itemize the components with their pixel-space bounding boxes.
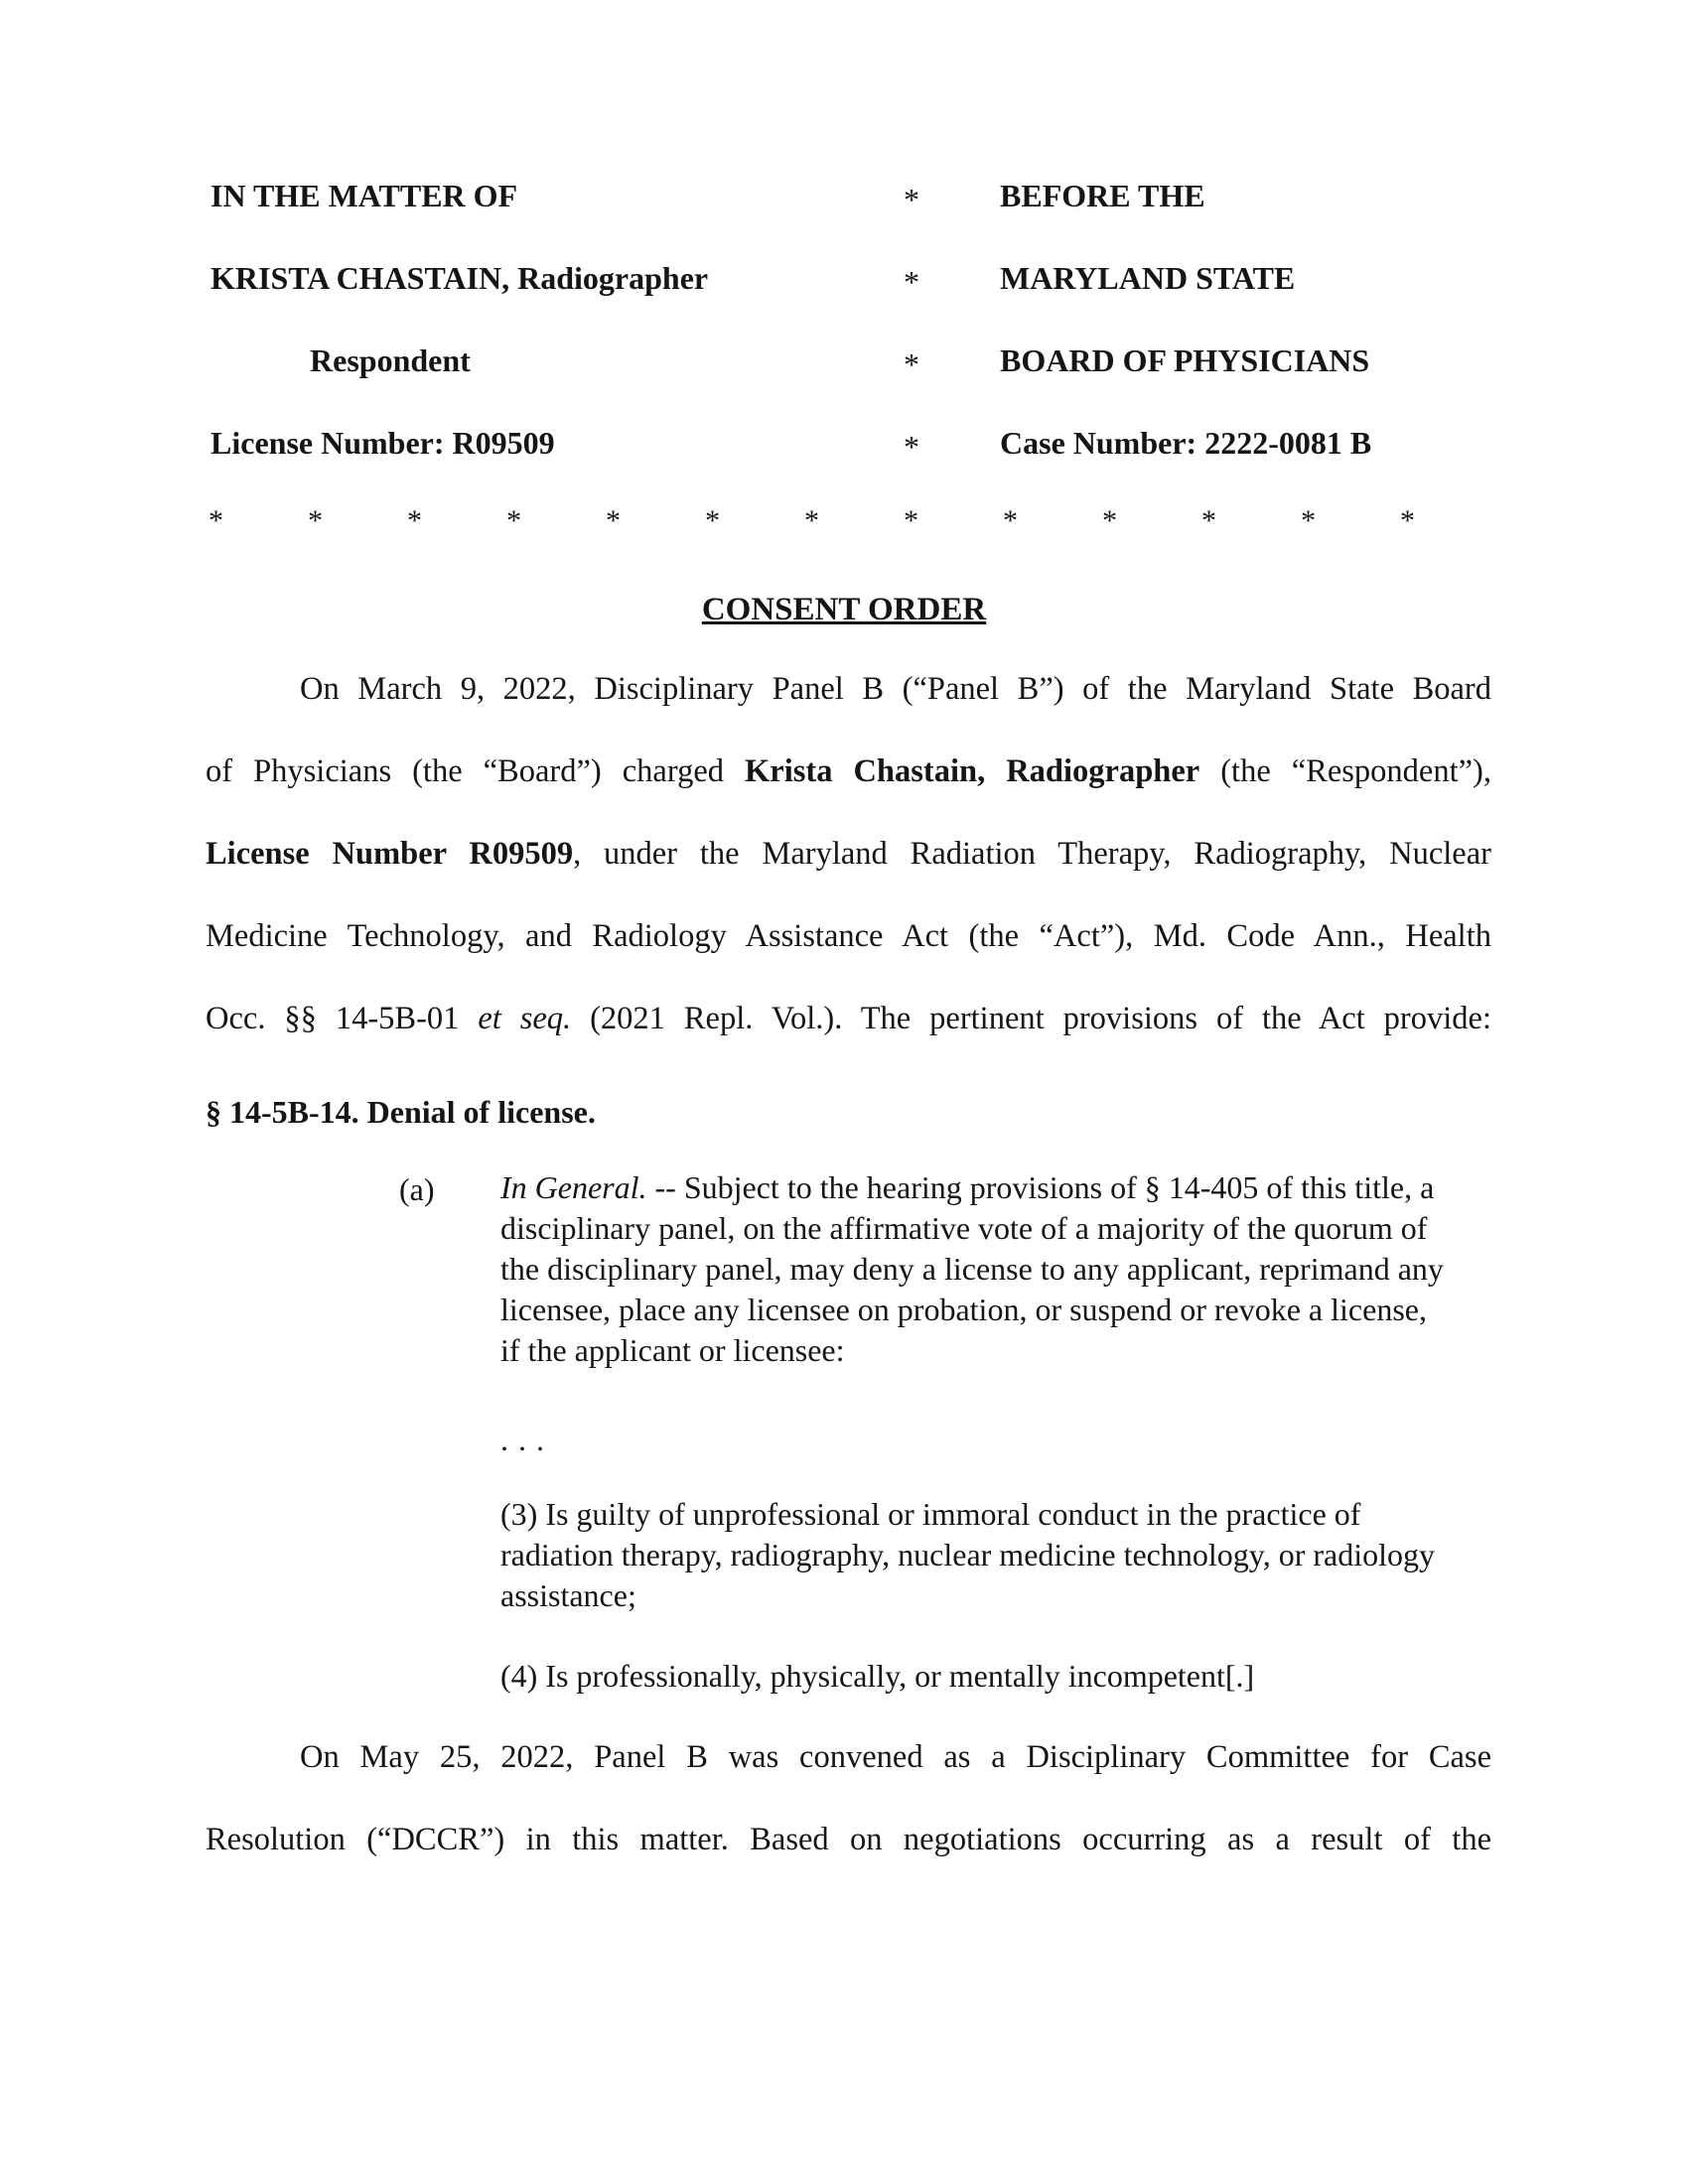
divider-star: * [705, 504, 720, 537]
divider-star: * [1301, 504, 1316, 537]
caption-separator: * [904, 182, 919, 217]
subsection-label: (a) [399, 1171, 435, 1207]
intro-line-2 [206, 751, 1491, 791]
et-seq: et seq. [478, 1001, 572, 1036]
intro-line-4: Medicine Technology, and Radiology Assistance Act (the “Act”), Md. Code Ann., Health [206, 918, 1491, 954]
item-3: (3) Is guilty of unprofessional or immoral conduct in the practice of radiation therapy, radiography, nuclear medicine technology, or radiology assistance; [500, 1496, 1435, 1613]
divider-star: * [606, 504, 621, 537]
caption-separator: * [904, 429, 919, 465]
caption-right-1: BEFORE THE [1000, 178, 1205, 213]
text: , under the Maryland Radiation Therapy, Radiography, Nuclear [573, 836, 1491, 872]
caption-left-2: KRISTA CHASTAIN, Radiographer [211, 260, 709, 296]
text: (the “Respondent”), [1199, 753, 1492, 789]
closing-line-2: Resolution (“DCCR”) in this matter. Based on negotiations occurring as a result of the [206, 1822, 1491, 1857]
caption-right-2: MARYLAND STATE [1000, 260, 1296, 296]
subsection-a-paragraph [500, 1167, 1454, 1371]
divider-star: * [1003, 504, 1018, 537]
in-general: In General. [500, 1169, 647, 1205]
divider-star: * [209, 504, 223, 537]
caption-left-1: IN THE MATTER OF [211, 178, 518, 213]
page-title: CONSENT ORDER [701, 592, 987, 627]
text: of Physicians (the “Board”) charged [206, 753, 745, 789]
text: Occ. §§ 14-5B-01 [206, 1001, 479, 1036]
intro-line-1: On March 9, 2022, Disciplinary Panel B (“Panel B”) of the Maryland State Board [300, 671, 1491, 707]
caption-left-4: License Number: R09509 [211, 425, 555, 461]
divider-star: * [1201, 504, 1216, 537]
respondent-name: Krista Chastain, Radiographer [745, 753, 1200, 789]
caption-left-3: Respondent [310, 342, 471, 378]
divider-star: * [407, 504, 422, 537]
ellipsis: ... [500, 1422, 554, 1457]
caption-separator: * [904, 264, 919, 300]
caption-right-4: Case Number: 2222-0081 B [1000, 425, 1372, 461]
divider-star: * [804, 504, 819, 537]
intro-line-5 [206, 999, 1491, 1038]
divider-star: * [506, 504, 521, 537]
caption-divider-stars [199, 506, 1420, 536]
divider-star: * [1400, 504, 1415, 537]
subsection-a-text [500, 1167, 1454, 1371]
closing-line-1: On May 25, 2022, Panel B was convened as a Disciplinary Committee for Case [300, 1739, 1491, 1775]
section-heading: § 14-5B-14. Denial of license. [206, 1094, 596, 1130]
divider-star: * [308, 504, 323, 537]
intro-line-3 [206, 834, 1491, 874]
divider-star: * [1102, 504, 1117, 537]
item-4: (4) Is professionally, physically, or mentally incompetent[.] [500, 1658, 1255, 1694]
divider-star: * [904, 504, 918, 537]
text: (2021 Repl. Vol.). The pertinent provisions of the Act provide: [571, 1001, 1491, 1036]
license-number: License Number R09509 [206, 836, 574, 872]
text: -- Subject to the hearing provisions of § 14-405 of this title, a disciplinary panel, on the affirmative vote of a majority of the quorum of the disciplinary panel, may deny a license to any applicant, reprimand any licensee, place any licensee on probation, or suspend or revoke a license, if the applicant or licensee: [500, 1169, 1444, 1368]
caption-right-3: BOARD OF PHYSICIANS [1000, 342, 1370, 378]
caption-separator: * [904, 346, 919, 382]
